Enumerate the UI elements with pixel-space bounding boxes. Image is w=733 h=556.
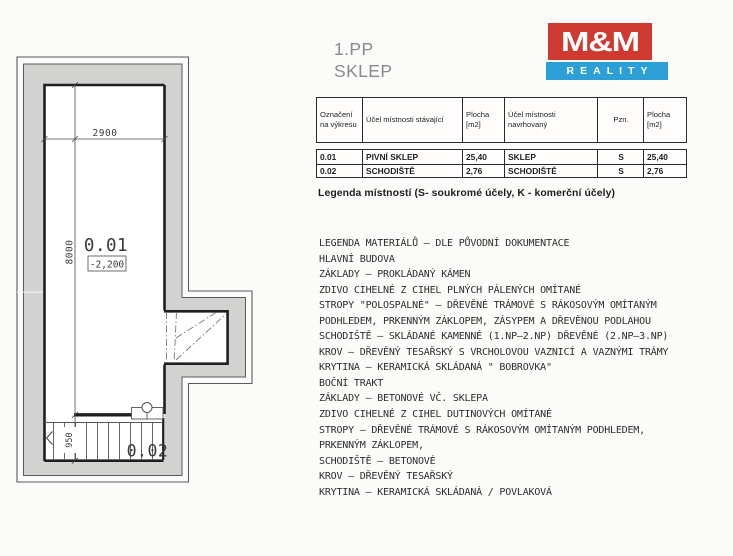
legend-line: KRYTINA – KERAMICKÁ SKLÁDANÁ " BOBROVKA": [319, 362, 552, 374]
room-table: [316, 97, 687, 178]
legend-line: HLAVNÍ BUDOVA: [319, 253, 395, 265]
table-cell: SCHODIŠTĚ: [363, 165, 463, 178]
dimension-stair-label: 950: [65, 432, 75, 448]
floor-plan-drawing: [0, 0, 300, 556]
legend-line: PRKENNÝM ZÁKLOPEM,: [319, 440, 424, 452]
header-cell: Pzn.: [598, 98, 644, 142]
legend-line: STROPY – DŘEVĚNÉ TRÁMOVÉ S RÁKOSOVÝM OMÍTANÝM PODHLEDEM,: [319, 424, 645, 436]
column-symbol-icon: [142, 403, 152, 413]
header-cell: Plocha [m2]: [463, 98, 505, 142]
legend-line: KRYTINA – KERAMICKÁ SKLÁDANÁ / POVLAKOVÁ: [319, 486, 552, 498]
materials-legend: [319, 236, 668, 500]
scan-fold-line: [17, 292, 44, 294]
room-table-header: [316, 97, 687, 143]
table-cell: PIVNÍ SKLEP: [363, 150, 463, 164]
legend-line: PODHLEDEM, PRKENNÝM ZÁKLOPEM, ZÁSYPEM A DŘEVĚNOU PODLAHOU: [319, 315, 651, 327]
logo-reality-text: REALITY: [566, 64, 654, 77]
table-cell: 2,76: [463, 165, 505, 178]
mm-reality-logo: [548, 23, 652, 60]
legend-line: SCHODIŠTĚ – SKLÁDANÉ KAMENNÉ (1.NP–2.NP) DŘEVĚNÉ (2.NP–3.NP): [319, 331, 669, 343]
legend-line: KROV – DŘEVĚNÝ TESAŘSKÝ S VRCHOLOVOU VAZNICÍ A VAZNÝMI TRÁMY: [319, 346, 669, 358]
legend-line: KROV – DŘEVĚNÝ TESAŘSKÝ: [319, 471, 453, 483]
table-cell: SCHODIŠTĚ: [505, 165, 598, 178]
legend-line: SCHODIŠTĚ – BETONOVÉ: [319, 455, 436, 467]
dimension-height-label: 8000: [64, 239, 76, 265]
dimension-width-label: 2900: [92, 128, 118, 139]
room-type-label: SKLEP: [334, 60, 393, 81]
room-table-body: [316, 149, 687, 178]
legend-line: ZDIVO CIHELNÉ Z CIHEL PLNÝCH PÁLENÝCH OMÍTANÉ: [319, 284, 581, 296]
table-cell: 2,76: [647, 165, 664, 176]
room-002-label: 0.02: [126, 441, 169, 461]
legend-line: ZÁKLADY – PROKLÁDANÝ KÁMEN: [319, 269, 471, 281]
table-row: [317, 150, 686, 164]
header-cell: Plocha [m2]: [647, 110, 671, 129]
header-cell: Účel místnosti navrhovaný: [505, 98, 598, 142]
table-row: [317, 164, 686, 178]
table-cell: 25,40: [647, 151, 668, 162]
legend-line: ZDIVO CIHELNÉ Z CIHEL DUTINOVÝCH OMÍTANÉ: [319, 409, 552, 421]
table-cell: S: [598, 165, 644, 178]
table-cell: 0.02: [317, 165, 363, 178]
logo-mm-text: M&M: [561, 25, 639, 57]
room-legend-note: Legenda místností (S- soukromé účely, K - komerční účely): [318, 188, 616, 199]
legend-line: ZÁKLADY – BETONOVÉ VČ. SKLEPA: [319, 393, 488, 405]
room-001-label: 0.01: [83, 236, 129, 256]
header-cell: Označení na výkresu: [317, 98, 363, 142]
header-cell: Účel místnosti stávající: [363, 98, 463, 142]
floor-label: 1.PP: [334, 39, 374, 59]
legend-line: BOČNÍ TRAKT: [319, 377, 384, 389]
table-cell: SKLEP: [505, 150, 598, 164]
table-cell: 25,40: [463, 150, 505, 164]
mm-reality-logo-band: [546, 62, 668, 80]
table-cell: 0.01: [317, 150, 363, 164]
room-001-level-label: -2,200: [89, 259, 125, 271]
legend-line: LEGENDA MATERIÁLŮ – DLE PŮVODNÍ DOKUMENTACE: [319, 238, 570, 249]
legend-line: STROPY "POLOSPALNÉ" – DŘEVĚNÉ TRÁMOVÉ S RÁKOSOVÝM OMÍTANÝM: [319, 300, 657, 312]
table-cell: S: [598, 150, 644, 164]
page-title: [334, 39, 392, 82]
